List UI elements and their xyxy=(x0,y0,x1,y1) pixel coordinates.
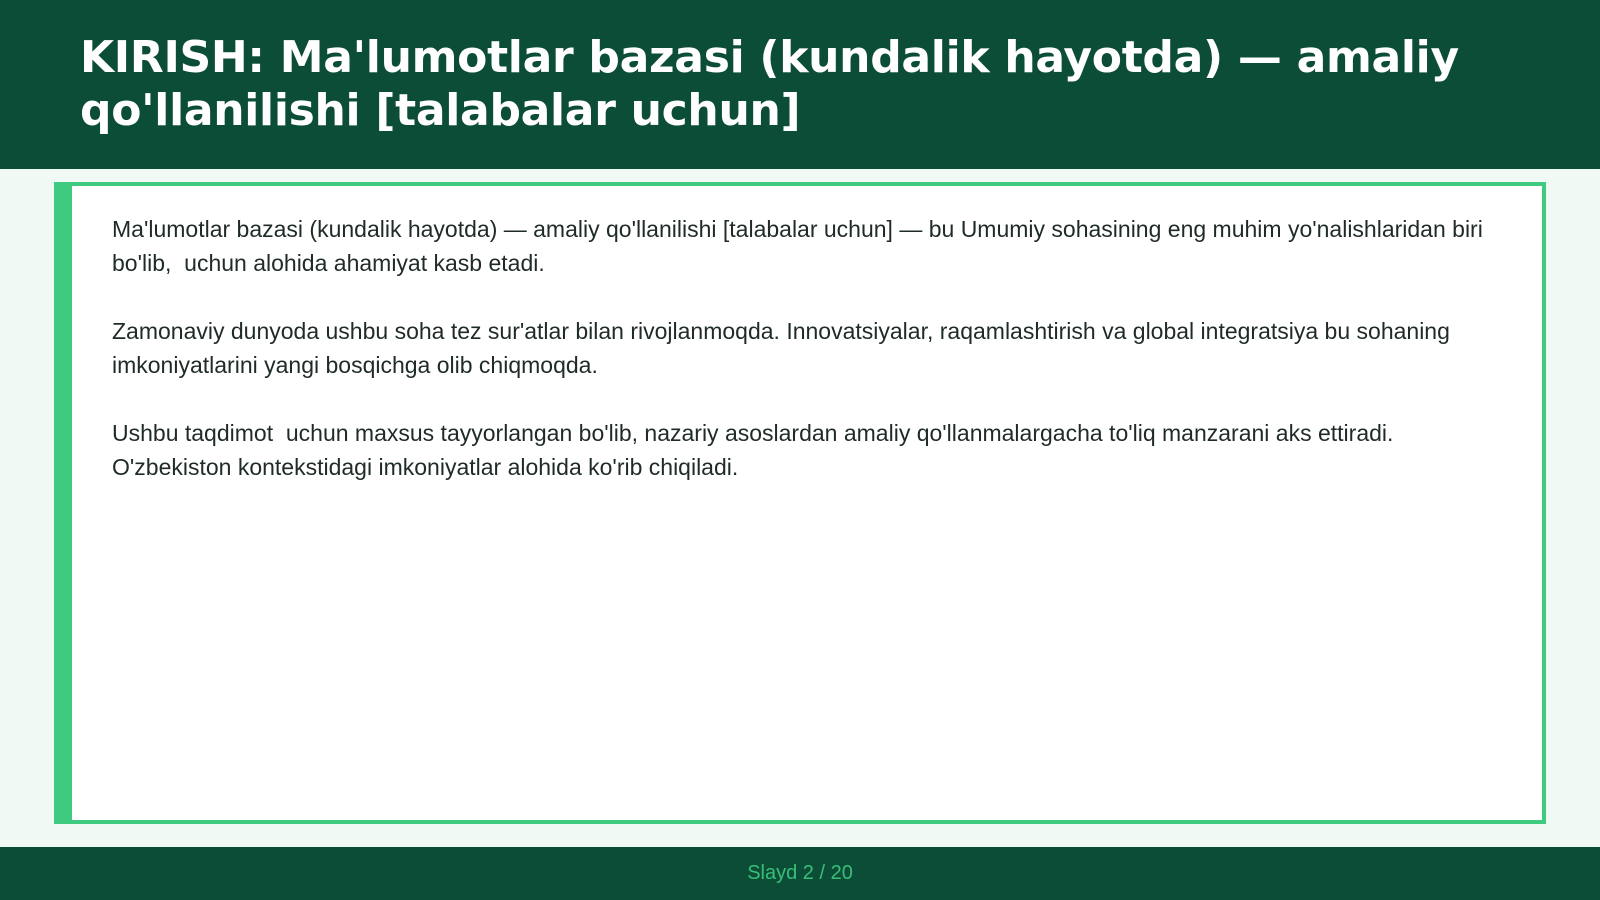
slide-header xyxy=(0,0,1600,169)
slide-title: KIRISH: Ma'lumotlar bazasi (kundalik hayotda) — amaliy qo'llanilishi [talabalar uchun] xyxy=(80,32,1459,136)
presentation-paragraph: Ushbu taqdimot uchun maxsus tayyorlangan bo'lib, nazariy asoslardan amaliy qo'llanmalargacha to'liq manzarani aks ettiradi. O'zbekiston kontekstidagi imkoniyatlar alohida ko'rib chiqiladi. xyxy=(112,420,1400,480)
content-card xyxy=(54,182,1546,824)
slide-footer xyxy=(0,847,1600,900)
intro-paragraph: Ma'lumotlar bazasi (kundalik hayotda) — amaliy qo'llanilishi [talabalar uchun] — bu Umumiy sohasining eng muhim yo'nalishlaridan biri bo'lib, uchun alohida ahamiyat kasb etadi. xyxy=(112,216,1490,276)
slide-counter: Slayd 2 / 20 xyxy=(747,862,853,884)
development-paragraph: Zamonaviy dunyoda ushbu soha tez sur'atlar bilan rivojlanmoqda. Innovatsiyalar, raqamlashtirish va global integratsiya bu sohaning imkoniyatlarini yangi bosqichga olib chiqmoqda. xyxy=(112,318,1457,378)
